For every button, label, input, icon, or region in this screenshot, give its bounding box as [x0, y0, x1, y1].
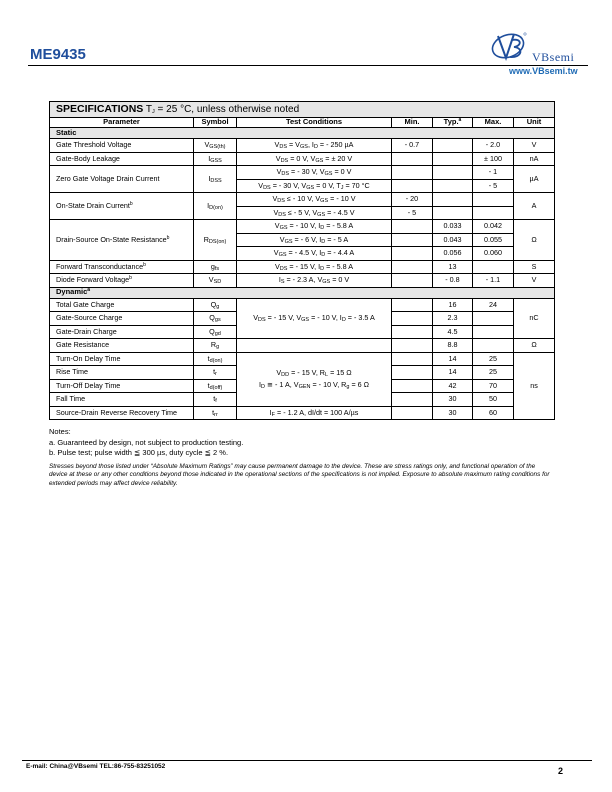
table-row: $V_{DS}$ = - 30 V, $V_{GS} = 0$ V, $T_J = 70$ °C - 5	[50, 179, 555, 193]
section-static: Static	[50, 128, 555, 139]
section-dynamic: Dynamic$^a$	[50, 287, 555, 298]
table-row: On-State Drain Current$^b$ $I_{D(on)}$ $V_{DS}$ ≤ - 10 V, $V_{GS}$ = - 10 V - 20 A	[50, 193, 555, 207]
table-title: SPECIFICATIONS $T_J = 25$ °C, unless otherwise noted	[50, 102, 555, 118]
col-max: Max.	[473, 118, 514, 128]
footer-divider	[22, 760, 592, 761]
notes	[49, 427, 243, 459]
note-b: b. Pulse test; pulse width ≦ 300 µs, duty cycle ≦ 2 %.	[49, 448, 229, 457]
part-number: ME9435	[30, 46, 86, 63]
table-row: Forward Transconductance$^b$ $g_{fs}$ $V_{DS}$ = - 15 V, $I_D$ = - 5.8 A 13 S	[50, 260, 555, 274]
specifications-table	[49, 101, 555, 420]
table-row: Gate Threshold Voltage $V_{GS(th)}$ $V_{DS} = V_{GS}$, $I_D$ = - 250 µA - 0.7 - 2.0 V	[50, 139, 555, 153]
brand-name: VBsemi	[532, 50, 575, 64]
table-row: Gate-Drain Charge $Q_{gd}$ 4.5	[50, 325, 555, 339]
col-min: Min.	[392, 118, 433, 128]
col-unit: Unit	[514, 118, 555, 128]
table-row: $V_{GS}$ = - 6 V, $I_D$ = - 5 A 0.043 0.055	[50, 233, 555, 247]
table-row: Total Gate Charge $Q_g$ $V_{DS}$ = - 15 V, $V_{GS}$ = - 10 V, $I_D$ = - 3.5 A 16 24 nC	[50, 298, 555, 312]
col-test-conditions: Test Conditions	[237, 118, 392, 128]
table-row: Turn-Off Delay Time $t_{d(off)}$ 42 70	[50, 379, 555, 393]
footer-contact: E-mail: China@VBsemi TEL:86-755-83251052	[26, 763, 166, 770]
col-parameter: Parameter	[50, 118, 194, 128]
switching-conditions: $V_{DD}$ = - 15 V, $R_L = 15$ Ω $I_D$ ≅ - 1 A, $V_{GEN}$ = - 10 V, $R_g = 6$ Ω	[237, 352, 392, 406]
table-row: Gate-Body Leakage $I_{GSS}$ $V_{DS} = 0$ V, $V_{GS}$ = ± 20 V ± 100 nA	[50, 152, 555, 166]
table-title-row	[50, 102, 555, 118]
notes-heading: Notes:	[49, 427, 71, 436]
note-a: a. Guaranteed by design, not subject to production testing.	[49, 437, 244, 447]
table-row: Drain-Source On-State Resistance$^b$ $R_{DS(on)}$ $V_{GS}$ = - 10 V, $I_D$ = - 5.8 A 0.033 0.042 Ω	[50, 220, 555, 234]
table-row: Diode Forward Voltage$^b$ $V_{SD}$ $I_S$ = - 2.3 A, $V_{GS} = 0$ V - 0.8 - 1.1 V	[50, 274, 555, 288]
table-row: Turn-On Delay Time $t_{d(on)}$ $V_{DD}$ = - 15 V, $R_L = 15$ Ω $I_D$ ≅ - 1 A, $V_{GEN}$ = - 10 V, $R_g = 6$ Ω 14 25 ns	[50, 352, 555, 366]
table-row: Gate Resistance $R_g$ 8.8 Ω	[50, 339, 555, 353]
table-row: Rise Time $t_r$ 14 25	[50, 366, 555, 380]
col-symbol: Symbol	[194, 118, 237, 128]
table-row: Source-Drain Reverse Recovery Time $t_{rr}$ $I_F$ = - 1.2 A, dI/dt = 100 A/µs 30 60	[50, 406, 555, 420]
col-typ: Typ.$^a$	[433, 118, 473, 128]
table-header-row	[50, 118, 555, 128]
table-row: Fall Time $t_f$ 30 50	[50, 393, 555, 407]
disclaimer-text: Stresses beyond those listed under “Absolute Maximum Ratings” may cause permanent damage to the device. These are stress ratings only, and functional operation of the device at these or any other conditions beyond those indicated in the operational sections of the specifications is not implied. Exposure to absolute maximum rating conditions for extended periods may affect device reliability.	[49, 463, 550, 487]
table-row: $V_{GS}$ = - 4.5 V, $I_D$ = - 4.4 A 0.056 0.060	[50, 247, 555, 261]
website-link[interactable]: www.VBsemi.tw	[509, 66, 578, 76]
page-number: 2	[558, 766, 564, 776]
header-divider	[28, 65, 588, 66]
table-row: Gate-Source Charge $Q_{gs}$ 2.3	[50, 312, 555, 326]
table-row: $V_{DS}$ ≤ - 5 V, $V_{GS}$ = - 4.5 V - 5	[50, 206, 555, 220]
table-row: Zero Gate Voltage Drain Current $I_{DSS}$ $V_{DS}$ = - 30 V, $V_{GS} = 0$ V - 1 µA	[50, 166, 555, 180]
